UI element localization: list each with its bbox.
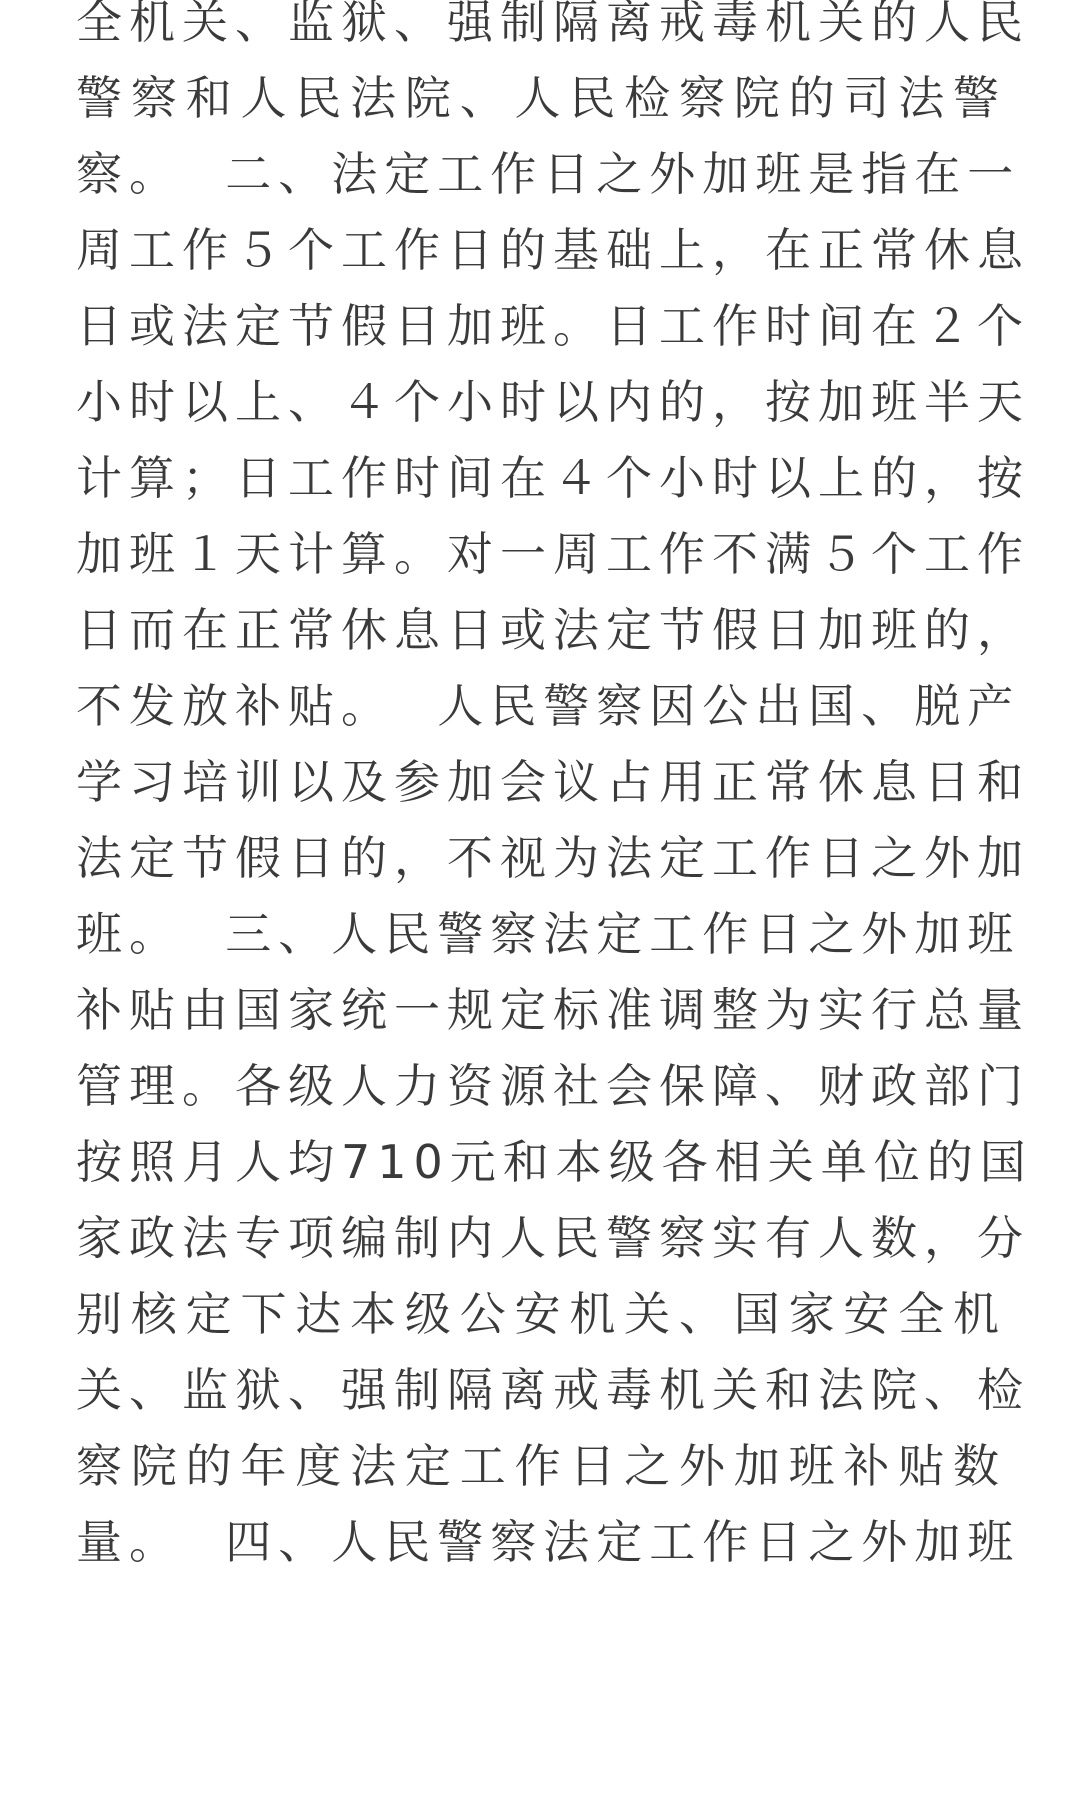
text-line: 学习培训以及参加会议占用正常休息日和 xyxy=(76,755,1030,809)
text-line: 补贴由国家统一规定标准调整为实行总量 xyxy=(76,983,1030,1037)
text-line: 管理。各级人力资源社会保障、财政部门 xyxy=(76,1059,1030,1113)
text-line: 按照月人均710元和本级各相关单位的国 xyxy=(76,1135,1033,1189)
text-line: 计算；日工作时间在４个小时以上的，按 xyxy=(76,451,1030,505)
text-line: 家政法专项编制内人民警察实有人数，分 xyxy=(76,1211,1030,1265)
text-line: 别核定下达本级公安机关、国家安全机 xyxy=(76,1287,1006,1341)
text-line: 警察和人民法院、人民检察院的司法警 xyxy=(76,71,1006,125)
text-line: 法定节假日的，不视为法定工作日之外加 xyxy=(76,831,1030,885)
text-line: 全机关、监狱、强制隔离戒毒机关的人民 xyxy=(76,0,1030,49)
text-line: 察院的年度法定工作日之外加班补贴数 xyxy=(76,1439,1006,1493)
text-line: 日而在正常休息日或法定节假日加班的， xyxy=(76,603,1030,657)
text-line: 加班１天计算。对一周工作不满５个工作 xyxy=(76,527,1030,581)
text-line: 察。 二、法定工作日之外加班是指在一 xyxy=(76,147,1021,201)
text-line: 量。 四、人民警察法定工作日之外加班 xyxy=(76,1515,1021,1569)
text-line: 不发放补贴。 人民警察因公出国、脱产 xyxy=(76,679,1021,733)
text-line: 关、监狱、强制隔离戒毒机关和法院、检 xyxy=(76,1363,1030,1417)
text-line: 日或法定节假日加班。日工作时间在２个 xyxy=(76,299,1030,353)
text-line: 周工作５个工作日的基础上，在正常休息 xyxy=(76,223,1030,277)
text-line: 小时以上、４个小时以内的，按加班半天 xyxy=(76,375,1030,429)
text-line: 班。 三、人民警察法定工作日之外加班 xyxy=(76,907,1021,961)
